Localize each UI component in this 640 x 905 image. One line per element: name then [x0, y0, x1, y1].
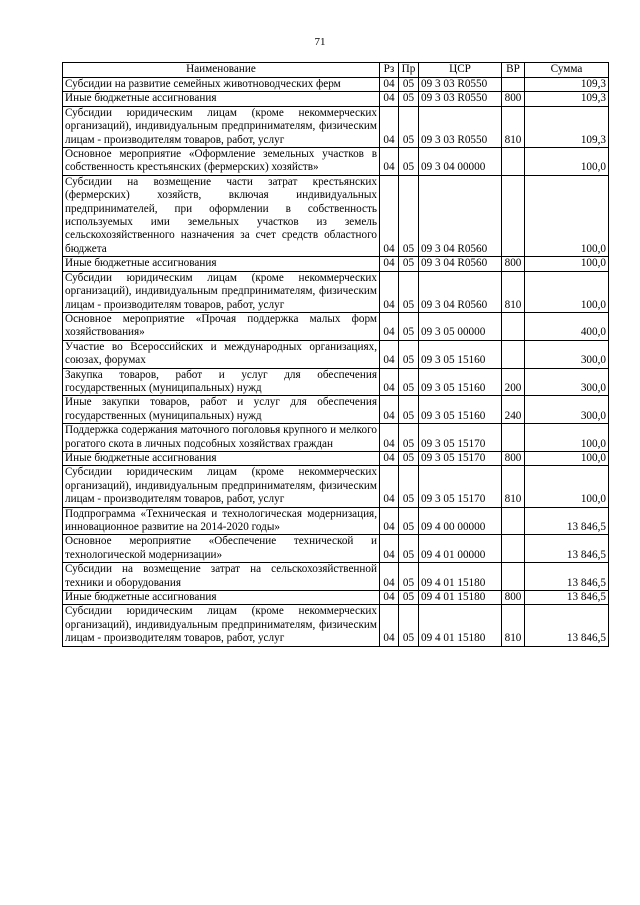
table-row: [63, 148, 609, 176]
header-sum: Сумма: [525, 63, 609, 78]
row-sum-cell: 100,0: [525, 451, 609, 465]
table-row: [63, 271, 609, 312]
row-name-cell: Закупка товаров, работ и услуг для обеспечения государственных (муниципальных) нужд: [63, 368, 380, 396]
row-pr-cell: 05: [399, 148, 419, 176]
row-vr-cell: [502, 563, 525, 591]
row-pr-cell: 05: [399, 424, 419, 452]
row-name-cell: Поддержка содержания маточного поголовья крупного и мелкого рогатого скота в личных подсобных хозяйствах граждан: [63, 424, 380, 452]
row-name-cell: Иные бюджетные ассигнования: [63, 451, 380, 465]
row-vr-cell: 800: [502, 257, 525, 271]
row-sum-cell: 100,0: [525, 271, 609, 312]
row-name-cell: Субсидии на возмещение части затрат крестьянских (фермерских) хозяйств, включая индивидуальных предпринимателей, при оформлении в собственность используемых ими земельных участков из земель сельскохозяйственного назначения за счет средств областного бюджета: [63, 175, 380, 256]
row-pr-cell: 05: [399, 368, 419, 396]
row-sum-cell: 100,0: [525, 175, 609, 256]
row-csr-cell: 09 3 05 00000: [419, 312, 502, 340]
row-pr-cell: 05: [399, 92, 419, 106]
row-vr-cell: [502, 535, 525, 563]
row-name-cell: Основное мероприятие «Обеспечение технической и технологической модернизации»: [63, 535, 380, 563]
table-row: [63, 92, 609, 106]
row-pr-cell: 05: [399, 396, 419, 424]
row-rz-cell: 04: [380, 368, 399, 396]
row-csr-cell: 09 4 00 00000: [419, 507, 502, 535]
table-row: [63, 175, 609, 256]
row-pr-cell: 05: [399, 605, 419, 646]
row-name-cell: Иные бюджетные ассигнования: [63, 257, 380, 271]
row-sum-cell: 300,0: [525, 368, 609, 396]
row-pr-cell: 05: [399, 591, 419, 605]
row-sum-cell: 109,3: [525, 78, 609, 92]
table-row: [63, 424, 609, 452]
header-pr: Пр: [399, 63, 419, 78]
row-vr-cell: [502, 424, 525, 452]
row-name-cell: Основное мероприятие «Прочая поддержка малых форм хозяйствования»: [63, 312, 380, 340]
row-pr-cell: 05: [399, 78, 419, 92]
row-vr-cell: 200: [502, 368, 525, 396]
row-sum-cell: 109,3: [525, 106, 609, 147]
row-name-cell: Иные закупки товаров, работ и услуг для обеспечения государственных (муниципальных) нужд: [63, 396, 380, 424]
row-csr-cell: 09 3 03 R0550: [419, 78, 502, 92]
row-vr-cell: 810: [502, 466, 525, 507]
table-row: [63, 605, 609, 646]
row-csr-cell: 09 4 01 15180: [419, 591, 502, 605]
row-name-cell: Субсидии юридическим лицам (кроме некоммерческих организаций), индивидуальным предпринимателям, физическим лицам - производителям товаров, работ, услуг: [63, 271, 380, 312]
row-sum-cell: 100,0: [525, 466, 609, 507]
row-csr-cell: 09 3 04 R0560: [419, 175, 502, 256]
row-sum-cell: 300,0: [525, 396, 609, 424]
row-rz-cell: 04: [380, 396, 399, 424]
row-sum-cell: 300,0: [525, 340, 609, 368]
row-csr-cell: 09 4 01 15180: [419, 605, 502, 646]
row-pr-cell: 05: [399, 312, 419, 340]
row-sum-cell: 100,0: [525, 148, 609, 176]
row-rz-cell: 04: [380, 106, 399, 147]
row-pr-cell: 05: [399, 507, 419, 535]
row-vr-cell: [502, 312, 525, 340]
row-pr-cell: 05: [399, 466, 419, 507]
row-csr-cell: 09 3 04 R0560: [419, 257, 502, 271]
row-name-cell: Подпрограмма «Техническая и технологическая модернизация, инновационное развитие на 2014-2020 годы»: [63, 507, 380, 535]
row-vr-cell: [502, 507, 525, 535]
row-rz-cell: 04: [380, 605, 399, 646]
row-csr-cell: 09 3 05 15170: [419, 451, 502, 465]
row-csr-cell: 09 3 03 R0550: [419, 106, 502, 147]
row-rz-cell: 04: [380, 466, 399, 507]
row-sum-cell: 13 846,5: [525, 535, 609, 563]
row-name-cell: Субсидии юридическим лицам (кроме некоммерческих организаций), индивидуальным предпринимателям, физическим лицам - производителям товаров, работ, услуг: [63, 106, 380, 147]
row-pr-cell: 05: [399, 257, 419, 271]
row-rz-cell: 04: [380, 591, 399, 605]
row-csr-cell: 09 3 05 15160: [419, 368, 502, 396]
row-name-cell: Субсидии на развитие семейных животноводческих ферм: [63, 78, 380, 92]
row-name-cell: Субсидии на возмещение затрат на сельскохозяйственной техники и оборудования: [63, 563, 380, 591]
row-rz-cell: 04: [380, 175, 399, 256]
row-name-cell: Иные бюджетные ассигнования: [63, 591, 380, 605]
row-rz-cell: 04: [380, 78, 399, 92]
table-row: [63, 451, 609, 465]
row-rz-cell: 04: [380, 312, 399, 340]
table-header-row: [63, 63, 609, 78]
row-vr-cell: [502, 78, 525, 92]
row-pr-cell: 05: [399, 563, 419, 591]
row-csr-cell: 09 3 03 R0550: [419, 92, 502, 106]
row-vr-cell: 810: [502, 106, 525, 147]
row-csr-cell: 09 4 01 00000: [419, 535, 502, 563]
row-csr-cell: 09 3 05 15170: [419, 466, 502, 507]
row-csr-cell: 09 4 01 15180: [419, 563, 502, 591]
row-csr-cell: 09 3 05 15160: [419, 340, 502, 368]
row-vr-cell: [502, 340, 525, 368]
row-vr-cell: 800: [502, 92, 525, 106]
row-pr-cell: 05: [399, 175, 419, 256]
row-name-cell: Субсидии юридическим лицам (кроме некоммерческих организаций), индивидуальным предпринимателям, физическим лицам - производителям товаров, работ, услуг: [63, 466, 380, 507]
table-row: [63, 257, 609, 271]
table-row: [63, 507, 609, 535]
row-sum-cell: 100,0: [525, 424, 609, 452]
row-vr-cell: 240: [502, 396, 525, 424]
header-name: Наименование: [63, 63, 380, 78]
row-rz-cell: 04: [380, 563, 399, 591]
row-name-cell: Субсидии юридическим лицам (кроме некоммерческих организаций), индивидуальным предпринимателям, физическим лицам - производителям товаров, работ, услуг: [63, 605, 380, 646]
row-sum-cell: 400,0: [525, 312, 609, 340]
row-pr-cell: 05: [399, 340, 419, 368]
row-vr-cell: 810: [502, 271, 525, 312]
table-row: [63, 396, 609, 424]
row-rz-cell: 04: [380, 535, 399, 563]
table-row: [63, 340, 609, 368]
row-pr-cell: 05: [399, 535, 419, 563]
table-row: [63, 466, 609, 507]
row-pr-cell: 05: [399, 106, 419, 147]
budget-table: [62, 62, 609, 647]
header-vr: ВР: [502, 63, 525, 78]
row-vr-cell: 800: [502, 591, 525, 605]
row-sum-cell: 13 846,5: [525, 605, 609, 646]
row-rz-cell: 04: [380, 271, 399, 312]
row-rz-cell: 04: [380, 424, 399, 452]
row-vr-cell: [502, 148, 525, 176]
row-pr-cell: 05: [399, 271, 419, 312]
row-sum-cell: 109,3: [525, 92, 609, 106]
row-name-cell: Иные бюджетные ассигнования: [63, 92, 380, 106]
table-row: [63, 106, 609, 147]
header-rz: Рз: [380, 63, 399, 78]
table-row: [63, 563, 609, 591]
row-sum-cell: 100,0: [525, 257, 609, 271]
row-vr-cell: [502, 175, 525, 256]
table-row: [63, 312, 609, 340]
header-csr: ЦСР: [419, 63, 502, 78]
page-number: 71: [314, 36, 326, 48]
row-name-cell: Участие во Всероссийских и международных организациях, союзах, форумах: [63, 340, 380, 368]
row-csr-cell: 09 3 04 00000: [419, 148, 502, 176]
row-vr-cell: 810: [502, 605, 525, 646]
row-pr-cell: 05: [399, 451, 419, 465]
table-row: [63, 535, 609, 563]
row-sum-cell: 13 846,5: [525, 563, 609, 591]
row-rz-cell: 04: [380, 257, 399, 271]
row-rz-cell: 04: [380, 507, 399, 535]
row-sum-cell: 13 846,5: [525, 591, 609, 605]
table-row: [63, 591, 609, 605]
row-rz-cell: 04: [380, 451, 399, 465]
row-sum-cell: 13 846,5: [525, 507, 609, 535]
table-row: [63, 368, 609, 396]
row-csr-cell: 09 3 05 15170: [419, 424, 502, 452]
table-row: [63, 78, 609, 92]
row-csr-cell: 09 3 04 R0560: [419, 271, 502, 312]
row-rz-cell: 04: [380, 340, 399, 368]
row-rz-cell: 04: [380, 92, 399, 106]
row-vr-cell: 800: [502, 451, 525, 465]
row-name-cell: Основное мероприятие «Оформление земельных участков в собственность крестьянских (фермерских) хозяйств»: [63, 148, 380, 176]
row-csr-cell: 09 3 05 15160: [419, 396, 502, 424]
row-rz-cell: 04: [380, 148, 399, 176]
table-body: [63, 78, 609, 647]
